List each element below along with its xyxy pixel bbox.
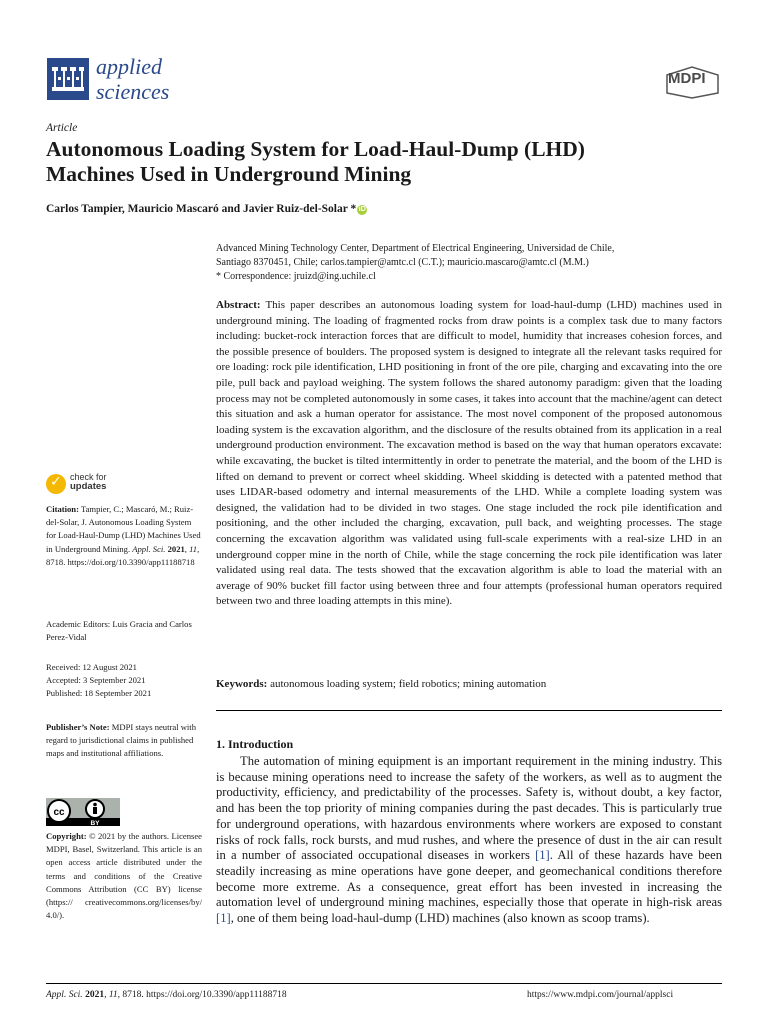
journal-url[interactable]: https://www.mdpi.com/journal/applsci <box>527 990 674 1000</box>
copyright-text: © 2021 by the authors. Licensee MDPI, Basel, Switzerland. This article is an open access article distributed under the terms and conditions of the Creative Commons Attribution (CC BY) license (https:// creativecommons.org/licenses/by/ 4.0/). <box>46 831 202 921</box>
footer-volume: 11 <box>108 990 118 1000</box>
footer-sep: , <box>104 990 109 1000</box>
authors-text: Carlos Tampier, Mauricio Mascaró and Javier Ruiz-del-Solar * <box>46 203 357 215</box>
introduction-paragraph <box>216 754 722 927</box>
footer-citation <box>46 990 287 1000</box>
article-title-line2: Machines Used in Underground Mining <box>46 162 412 186</box>
citation-text: Tampier, C.; Mascaró, M.; Ruiz-del-Solar, J. Autonomous Loading System for Load-Haul-Dump (LHD) Machines Used in Underground Mining. <box>46 504 201 554</box>
publication-dates <box>46 661 202 701</box>
article-title <box>46 137 726 187</box>
footer-divider <box>46 983 722 984</box>
citation-label: Citation: <box>46 504 79 514</box>
affiliation-block <box>216 242 726 284</box>
abstract-text: This paper describes an autonomous loading system for load-haul-dump (LHD) machines used in underground mining. The loading of fragmented rocks from draw points is a complex task due to many factors including: bucket-rock interaction forces that are difficult to model, humidity that increases cohesion forces, and the possible presence of boulders. The proposed system is designed to integrate all the relevant tasks required for ore loading: rock pile identification, LHD positioning in front of the ore pile, charging and excavating into the ore pile, pull back and payload weighing. The system follows the shared autonomy paradigm: given that the loading process may not be completed autonomously in some cases, it takes into account that the machine/agent can detect this situation and ask a human operator for assistance. The most novel component of the proposed autonomous loading system is the excavation algorithm, and the disclosure of the results obtained from its application in a real underground production environment. The excavation method is based on the way that human operators excavate: while excavating, the bucket is tilted intermittently in order to penetrate the material, and the boom of the LHD is lifted on demand to prevent or correct wheel skidding. Wheel skidding is detected with a patented method that uses LIDAR-based odometry and internal measurements of the LHD. While a complete loading system was designed, the validation had to be divided in two stages. One stage included the rock pile identification and positioning, and the other included the charging, excavation, pull back, and weighting processes. The stage concerning the excavation algorithm was validated using full-scale experiments with a real-size LHD in an underground copper mine in the north of Chile, while the stage concerning the rock pile identification was later validated using real data. The tests showed that the excavation algorithm is able to load the material with an average of 90% bucket fill factor using between three and four attempts (professional human operators required between two and three loading attempts in this mine). <box>216 299 722 608</box>
keywords-text: autonomous loading system; field robotics; mining automation <box>267 678 547 690</box>
footer-doi[interactable]: , 8718. https://doi.org/10.3390/app11188718 <box>117 990 287 1000</box>
intro-text-1: The automation of mining equipment is an important requirement in the mining industry. This is because mining operations need to increase the safety of the workers, as well as to augment the productivity, efficiency, and predictability of the processes. Safety is, without doubt, a key factor, and has been the top priority of mining companies during the past decades. This is particularly true for underground operations, with hazardous environments where workers are exposed to constant risks of rock falls, rock bursts, and mud rushes, and where the presence of dust in the air can result in a number of associated occupational diseases in workers <box>216 754 722 863</box>
footer-year: 2021 <box>82 990 105 1000</box>
citation-volume: 11 <box>189 543 198 554</box>
cc-mark: cc <box>53 807 65 818</box>
citation-doi[interactable]: , 8718. https://doi.org/10.3390/app11188718 <box>46 543 200 567</box>
cc-by-license-icon[interactable] <box>46 798 120 826</box>
academic-editors: Academic Editors: Luis Gracia and Carlos Perez-Vidal <box>46 619 192 643</box>
citation-year: 2021 <box>165 543 185 554</box>
copyright-notice <box>46 830 202 922</box>
updates-line1: check for <box>70 472 107 482</box>
keywords <box>216 677 722 692</box>
publisher-note-text: MDPI stays neutral with regard to jurisdictional claims in published maps and institutional affiliations. <box>46 722 196 759</box>
publisher-note-label: Publisher’s Note: <box>46 722 110 732</box>
abstract <box>216 298 722 610</box>
received-date: Received: 12 August 2021 <box>46 662 137 672</box>
abstract-label: Abstract: <box>216 299 261 311</box>
section-heading: 1. Introduction <box>216 737 294 751</box>
journal-name <box>96 54 169 104</box>
by-mark: BY <box>90 820 100 826</box>
keywords-label: Keywords: <box>216 678 268 690</box>
citation-sep: , <box>184 543 190 554</box>
citation-journal: Appl. Sci. <box>132 543 166 554</box>
intro-text-3: , one of them being load-haul-dump (LHD) machines (also known as scoop trams). <box>230 911 650 926</box>
orcid-icon[interactable]: iD <box>358 206 366 213</box>
copyright-label: Copyright: <box>46 831 87 841</box>
footer-journal: Appl. Sci. <box>46 990 83 1000</box>
publisher-note <box>46 721 202 761</box>
citation-block <box>46 503 202 569</box>
journal-name-line2: sciences <box>96 79 170 104</box>
intro-text-2: . All of these hazards have been steadily increasing as mine operations have gone deeper, and geomechanical conditions therefore become more extreme. As a consequence, great effort has been invested in increasing the automation level of underground mining machines, especially those that operate in high-risk areas <box>216 848 722 910</box>
journal-name-line1: applied <box>96 54 162 79</box>
article-title-line1: Autonomous Loading System for Load-Haul-Dump (LHD) <box>46 137 585 161</box>
citation-link[interactable]: [1] <box>216 911 231 926</box>
article-type: Article <box>46 122 78 134</box>
section-divider <box>216 710 722 711</box>
correspondence: * Correspondence: jruizd@ing.uchile.cl <box>216 271 376 282</box>
citation-link[interactable]: [1] <box>535 848 550 863</box>
check-for-updates-label <box>70 473 107 491</box>
accepted-date: Accepted: 3 September 2021 <box>46 675 146 686</box>
affiliation-line2: Santiago 8370451, Chile; carlos.tampier@amtc.cl (C.T.); mauricio.mascaro@amtc.cl (M.M.) <box>216 257 589 268</box>
published-date: Published: 18 September 2021 <box>46 688 152 699</box>
applied-sciences-logo-icon <box>47 58 89 100</box>
check-for-updates-icon: ✓ <box>46 474 66 494</box>
mdpi-logo-text: MDPI <box>668 70 706 87</box>
updates-line2: updates <box>70 481 107 492</box>
author-list <box>46 203 367 215</box>
affiliation-line1: Advanced Mining Technology Center, Department of Electrical Engineering, Universidad de Chile, <box>216 243 615 254</box>
